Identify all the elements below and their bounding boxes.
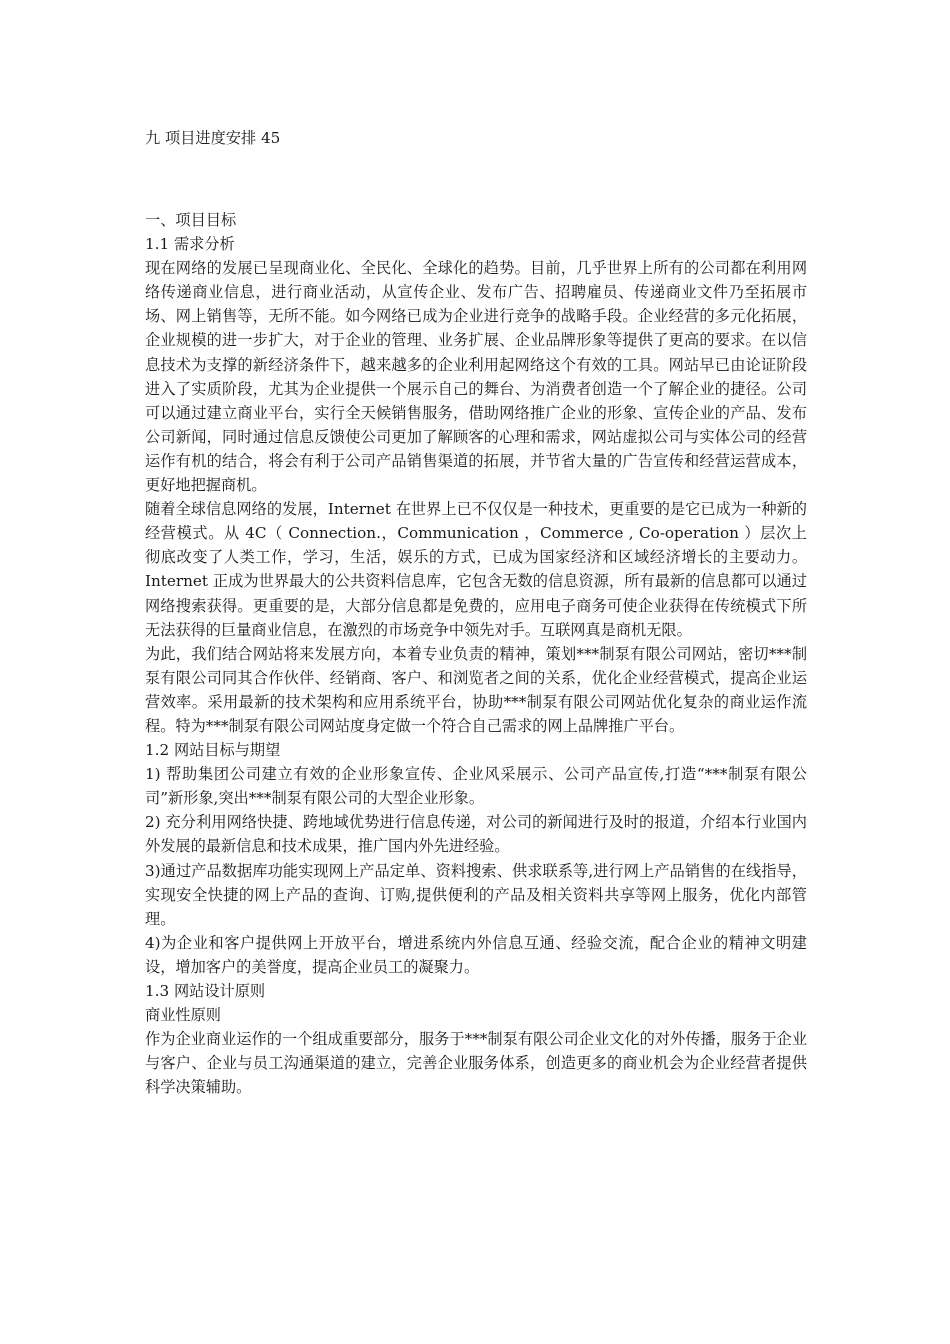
toc-entry: 九 项目进度安排 45	[145, 129, 281, 147]
subsection-title-needs-analysis: 1.1 需求分析	[145, 235, 235, 254]
subsection-title-principles: 1.3 网站设计原则	[145, 982, 266, 1000]
paragraph: 作为企业商业运作的一个组成重要部分，服务于***制泵有限公司企业文化的对外传播，服务于企业与客户、企业与员工沟通渠道的建立，完善企业服务体系，创造更多的商业机会为企业经营者提供科学决策辅助。	[145, 1030, 807, 1097]
paragraph: 现在网络的发展已呈现商业化、全民化、全球化的趋势。目前，几乎世界上所有的公司都在利用网络传递商业信息，进行商业活动，从宣传企业、发布广告、招聘雇员、传递商业文件乃至拓展市场、网上销售等，无所不能。如今网络已成为企业进行竞争的战略手段。企业经营的多元化拓展，企业规模的进一步扩大，对于企业的管理、业务扩展、企业品牌形象等提供了更高的要求。在以信息技术为支撑的新经济条件下，越来越多的企业利用起网络这个有效的工具。网站早已由论证阶段进入了实质阶段，尤其为企业提供一个展示自己的舞台、为消费者创造一个了解企业的捷径。公司可以通过建立商业平台，实行全天候销售服务，借助网络推广企业的形象、宣传企业的产品、发布公司新闻，同时通过信息反馈使公司更加了解顾客的心理和需求，网站虚拟公司与实体公司的经营运作有机的结合，将会有利于公司产品销售渠道的拓展，并节省大量的广告宣传和经营运营成本，更好地把握商机。	[145, 259, 807, 495]
list-item: 1) 帮助集团公司建立有效的企业形象宣传、企业风采展示、公司产品宣传,打造“***制泵有限公司”新形象,突出***制泵有限公司的大型企业形象。	[145, 765, 807, 808]
paragraph: 随着全球信息网络的发展，Internet 在世界上已不仅仅是一种技术，更重要的是它已成为一种新的经营模式。从 4C（ Connection.，Communication ，Commerce , Co-operation ）层次上彻底改变了人类工作，学习，生活，娱乐的方式，已成为国家经济和区域经济增长的主要动力。Internet 正成为世界最大的公共资料信息库，它包含无数的信息资源，所有最新的信息都可以通过网络搜索获得。更重要的是，大部分信息都是免费的，应用电子商务可使企业获得在传统模式下所无法获得的巨量商业信息，在激烈的市场竞争中领先对手。互联网真是商机无限。	[145, 500, 807, 639]
list-item: 3)通过产品数据库功能实现网上产品定单、资料搜索、供求联系等,进行网上产品销售的在线指导，实现安全快捷的网上产品的查询、订购,提供便利的产品及相关资料共享等网上服务，优化内部管理。	[145, 861, 807, 928]
principle-title: 商业性原则	[145, 1006, 221, 1025]
list-item: 4)为企业和客户提供网上开放平台，增进系统内外信息互通、经验交流，配合企业的精神文明建设，增加客户的美誉度，提高企业员工的凝聚力。	[145, 933, 807, 976]
list-item: 2) 充分利用网络快捷、跨地域优势进行信息传递，对公司的新闻进行及时的报道，介绍本行业国内外发展的最新信息和技术成果，推广国内外先进经验。	[145, 813, 807, 856]
paragraph: 为此，我们结合网站将来发展方向，本着专业负责的精神，策划***制泵有限公司网站，密切***制泵有限公司同其合作伙伴、经销商、客户、和浏览者之间的关系，优化企业经营模式，提高企业运营效率。采用最新的技术架构和应用系统平台，协助***制泵有限公司网站优化复杂的商业运作流程。特为***制泵有限公司网站度身定做一个符合自己需求的网上品牌推广平台。	[145, 644, 807, 735]
subsection-title-goals: 1.2 网站目标与期望	[145, 741, 281, 760]
spacer	[145, 150, 807, 208]
section-title: 一、项目目标	[145, 211, 237, 229]
document-page	[145, 126, 807, 1099]
